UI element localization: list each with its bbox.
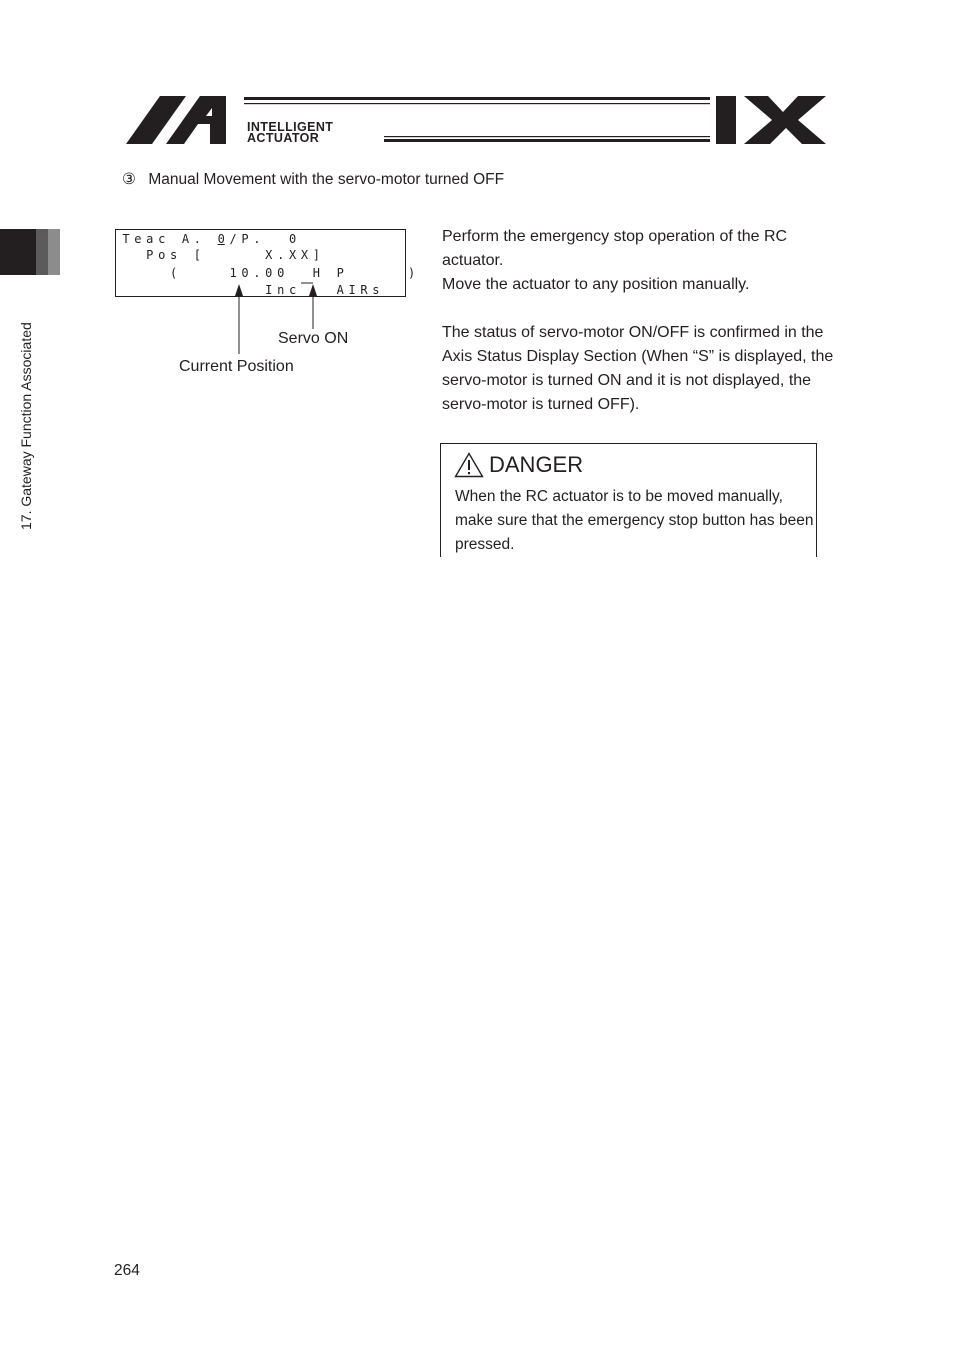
lcd-char: 0: [288, 232, 297, 246]
lcd-char: A: [336, 283, 344, 297]
chapter-tab: [0, 229, 62, 275]
lcd-char: X: [265, 248, 273, 262]
section-title: Manual Movement with the servo-motor turned OFF: [148, 171, 505, 188]
instruction-paragraph: [442, 225, 842, 297]
lcd-char: .: [253, 232, 261, 246]
lcd-char: n: [277, 283, 285, 297]
lcd-char: s: [372, 283, 380, 297]
lcd-char: .: [193, 232, 201, 246]
lcd-char: 1: [229, 266, 237, 280]
ix-logo-icon: [716, 94, 828, 146]
lcd-char: [: [193, 248, 201, 262]
lcd-char: H: [312, 266, 320, 280]
instruction-line: Move the actuator to any position manually.: [442, 276, 750, 293]
lcd-char: X: [288, 248, 297, 262]
brand-name-line1: INTELLIGENT: [247, 120, 334, 134]
lcd-char: (: [169, 266, 178, 280]
lcd-char: ]: [312, 248, 320, 262]
lcd-char: ): [407, 266, 416, 280]
lcd-char: I: [348, 283, 356, 297]
servo-on-label: Servo ON: [278, 330, 349, 347]
page-number: 264: [114, 1262, 140, 1279]
brand-name-line2: ACTUATOR: [247, 131, 320, 145]
chapter-label: 17. Gateway Function Associated: [18, 322, 34, 530]
lcd-char: P: [336, 266, 344, 280]
instruction-line: Perform the emergency stop operation of the RC actuator.: [442, 228, 788, 269]
lcd-char: R: [360, 283, 368, 297]
section-heading: [122, 170, 504, 189]
current-position-label: Current Position: [179, 358, 294, 375]
lcd-char: .: [253, 266, 261, 280]
lcd-char: 0: [217, 232, 225, 246]
lcd-char: /: [229, 232, 237, 246]
lcd-char: I: [265, 283, 273, 297]
lcd-char: a: [146, 232, 154, 246]
ia-logo-icon: [126, 94, 246, 146]
lcd-char: X: [300, 248, 309, 262]
lcd-char: 0: [277, 266, 285, 280]
servo-status-paragraph: The status of servo-motor ON/OFF is confirmed in the Axis Status Display Section (When “S” is displayed, the servo-motor is turned ON and it is not displayed, the servo-motor is turned OFF).: [442, 324, 834, 413]
lcd-char: .: [277, 248, 285, 262]
lcd-char: c: [158, 232, 166, 246]
lcd-char: c: [288, 283, 297, 297]
lcd-char: A: [181, 232, 190, 246]
lcd-char: T: [122, 232, 130, 246]
lcd-char: e: [134, 232, 142, 246]
lcd-char: 0: [265, 266, 273, 280]
lcd-char: s: [169, 248, 178, 262]
section-number: ③: [122, 171, 136, 188]
danger-text: When the RC actuator is to be moved manually, make sure that the emergency stop button has been pressed.: [455, 488, 814, 553]
danger-title: DANGER: [489, 452, 584, 477]
lcd-char: P: [241, 232, 249, 246]
lcd-char: o: [158, 248, 166, 262]
lcd-char: P: [146, 248, 154, 262]
lcd-char: 0: [241, 266, 249, 280]
warning-triangle-icon: [454, 452, 484, 478]
